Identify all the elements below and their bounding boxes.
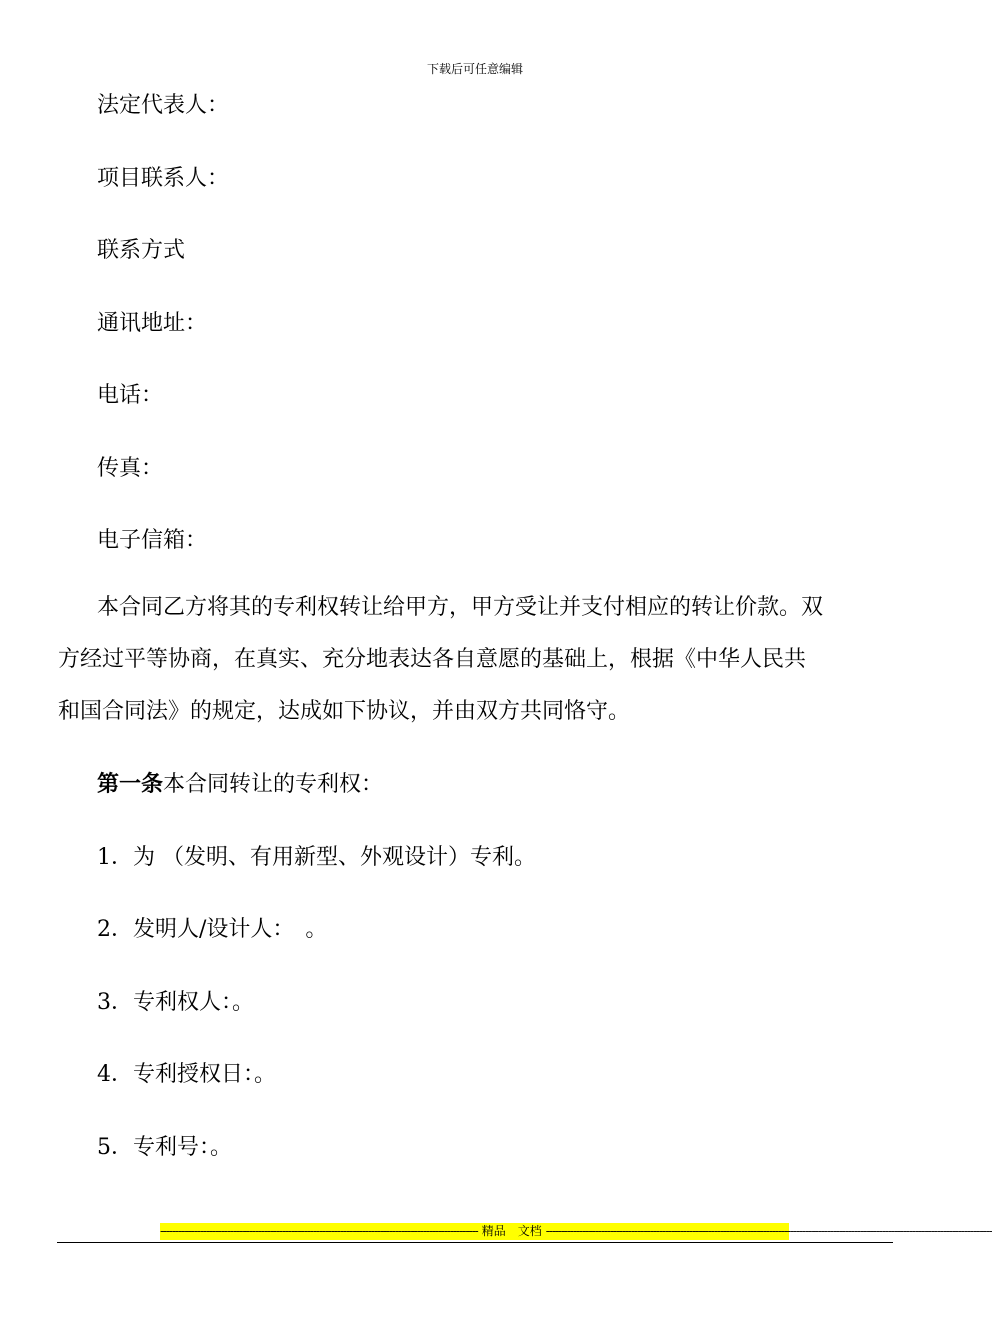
footer-label: 精品 文档 bbox=[481, 1224, 542, 1238]
article-1-item: 4．专利授权日：。 bbox=[97, 1062, 276, 1087]
field-contact-method: 联系方式 bbox=[97, 238, 186, 263]
intro-line: 和国合同法》的规定，达成如下协议，并由双方共同恪守。 bbox=[58, 699, 631, 724]
field-fax: 传真： bbox=[97, 456, 164, 481]
field-mailing-address: 通讯地址： bbox=[97, 311, 208, 336]
article-1-item: 1．为 （发明、有用新型、外观设计）专利。 bbox=[97, 845, 536, 870]
article-1-item: 3．专利权人：。 bbox=[97, 990, 254, 1015]
field-project-contact: 项目联系人： bbox=[97, 166, 230, 191]
field-phone: 电话： bbox=[97, 383, 164, 408]
intro-paragraph bbox=[58, 582, 888, 738]
footer-dashes-right: -------------------------------------------------------------------------------------------------------------------------------------------------- bbox=[545, 1224, 992, 1238]
article-1-text: 本合同转让的专利权： bbox=[163, 772, 384, 797]
article-1-item: 2．发明人/设计人： 。 bbox=[97, 917, 328, 942]
footer-rule bbox=[57, 1242, 893, 1243]
article-1-heading: 第一条 bbox=[97, 771, 164, 797]
footer-dashes-left: -------------------------------------------------------------------------------------------------------- bbox=[160, 1224, 478, 1238]
field-email: 电子信箱： bbox=[97, 528, 208, 553]
article-1-title bbox=[97, 767, 383, 798]
intro-line: 方经过平等协商，在真实、充分地表达各自意愿的基础上，根据《中华人民共 bbox=[58, 647, 807, 672]
footer-band bbox=[160, 1223, 992, 1240]
intro-line: 本合同乙方将其的专利权转让给甲方，甲方受让并支付相应的转让价款。双 bbox=[97, 595, 824, 620]
field-legal-representative: 法定代表人： bbox=[97, 93, 230, 118]
page-header: 下载后可任意编辑 bbox=[426, 62, 523, 76]
article-1-item: 5．专利号：。 bbox=[97, 1135, 232, 1160]
